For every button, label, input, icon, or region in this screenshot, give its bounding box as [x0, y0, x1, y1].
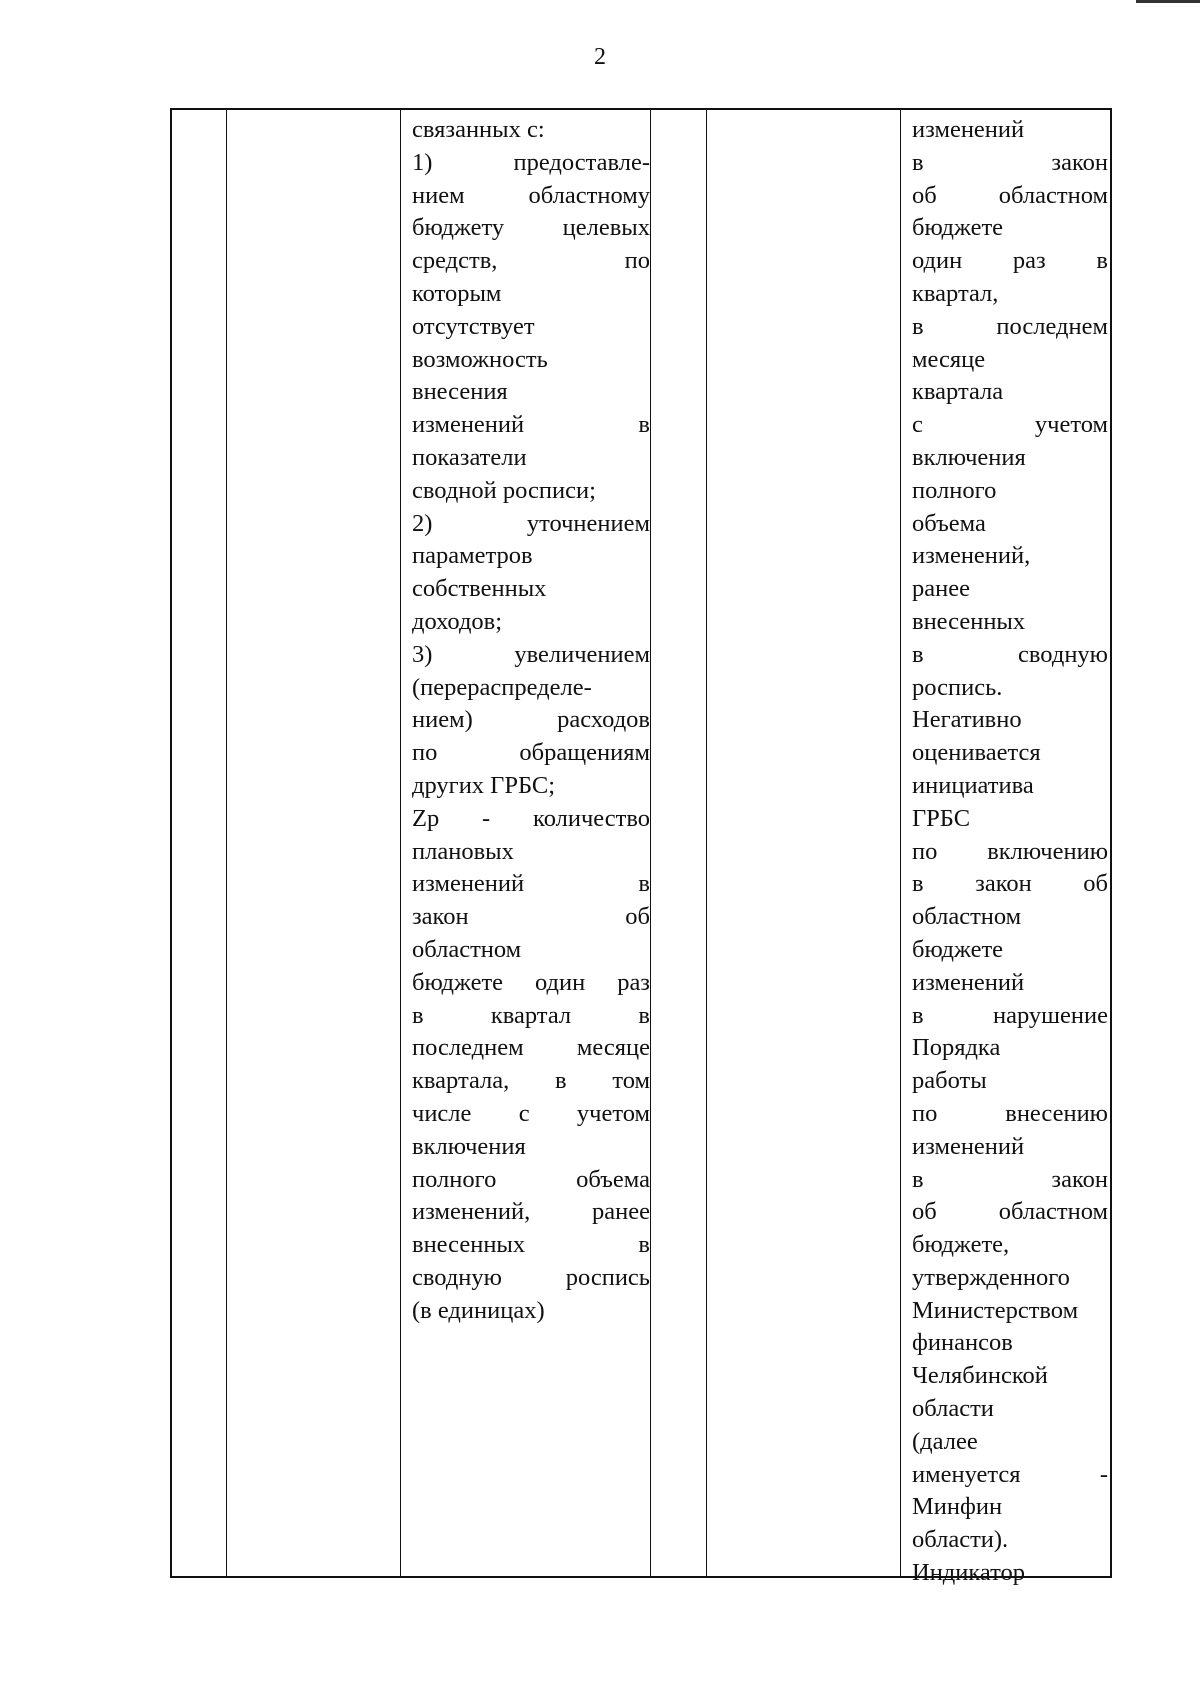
- text-line: утвержденного: [912, 1263, 1070, 1291]
- text-line: с учетом: [912, 411, 1108, 439]
- column-divider: [226, 110, 227, 1576]
- text-line: Челябинской: [912, 1362, 1048, 1390]
- text-line: показатели: [412, 443, 527, 471]
- column-divider: [400, 110, 401, 1576]
- text-line: ГРБС: [912, 804, 971, 832]
- text-line: 2) уточнением: [412, 509, 650, 537]
- text-line: изменений в: [412, 870, 650, 898]
- text-line: квартал,: [912, 279, 999, 307]
- text-line: закон об: [412, 903, 650, 931]
- page-number: 2: [594, 44, 606, 70]
- text-line: в последнем: [912, 312, 1108, 340]
- text-line: финансов: [912, 1329, 1013, 1357]
- text-line: полного: [912, 476, 997, 504]
- text-line: инициатива: [912, 771, 1034, 799]
- text-line: квартала: [912, 378, 1004, 406]
- text-line: доходов;: [412, 607, 503, 635]
- text-line: бюджету целевых: [412, 214, 650, 242]
- text-line: изменений: [912, 1132, 1025, 1160]
- text-line: изменений,: [912, 542, 1031, 570]
- text-line: бюджете один раз: [412, 968, 650, 996]
- column-divider: [900, 110, 901, 1576]
- text-line: области).: [912, 1526, 1009, 1554]
- column-divider: [650, 110, 651, 1576]
- text-line: плановых: [412, 837, 514, 865]
- text-line: Zр - количество: [412, 804, 650, 832]
- text-line: параметров: [412, 542, 533, 570]
- text-line: (перераспределе-: [412, 673, 592, 701]
- text-line: полного объема: [412, 1165, 650, 1193]
- text-line: нием) расходов: [412, 706, 650, 734]
- text-line: нием областному: [412, 181, 650, 209]
- text-line: 1) предоставле-: [412, 148, 650, 176]
- text-line: в квартал в: [412, 1001, 650, 1029]
- text-line: внесения: [412, 378, 508, 406]
- text-line: об областном: [912, 181, 1108, 209]
- text-line: по обращениям: [412, 739, 650, 767]
- text-line: внесенных: [912, 607, 1026, 635]
- text-line: в закон: [912, 148, 1108, 176]
- text-line: роспись.: [912, 673, 1003, 701]
- text-line: области: [912, 1395, 994, 1423]
- scan-edge-mark: [1136, 0, 1200, 3]
- text-line: объема: [912, 509, 986, 537]
- text-line: сводной росписи;: [412, 476, 596, 504]
- text-line: в нарушение: [912, 1001, 1108, 1029]
- text-line: (в единицах): [412, 1296, 545, 1324]
- text-line: бюджете,: [912, 1231, 1010, 1259]
- text-line: Минфин: [912, 1493, 1003, 1521]
- text-line: собственных: [412, 575, 547, 603]
- text-line: последнем месяце: [412, 1034, 650, 1062]
- text-line: квартала, в том: [412, 1067, 650, 1095]
- text-line: отсутствует: [412, 312, 535, 340]
- text-line: бюджете: [912, 214, 1004, 242]
- text-line: включения: [412, 1132, 526, 1160]
- text-line: изменений в: [412, 411, 650, 439]
- text-line: Порядка: [912, 1034, 1001, 1062]
- text-line: областном: [912, 903, 1022, 931]
- text-line: в закон: [912, 1165, 1108, 1193]
- text-line: об областном: [912, 1198, 1108, 1226]
- text-line: в сводную: [912, 640, 1108, 668]
- text-line: по включению: [912, 837, 1108, 865]
- text-line: работы: [912, 1067, 987, 1095]
- text-line: которым: [412, 279, 502, 307]
- text-line: изменений, ранее: [412, 1198, 650, 1226]
- text-line: месяце: [912, 345, 986, 373]
- text-line: бюджете: [912, 935, 1004, 963]
- text-line: изменений: [912, 968, 1025, 996]
- text-line: Министерством: [912, 1296, 1079, 1324]
- text-line: областном: [412, 935, 522, 963]
- text-line: сводную роспись: [412, 1263, 650, 1291]
- text-line: числе с учетом: [412, 1099, 650, 1127]
- text-line: в закон об: [912, 870, 1108, 898]
- text-line: 3) увеличением: [412, 640, 650, 668]
- text-line: оценивается: [912, 739, 1041, 767]
- text-line: других ГРБС;: [412, 771, 556, 799]
- text-line: (далее: [912, 1427, 978, 1455]
- text-line: средств, по: [412, 247, 650, 275]
- text-line: связанных с:: [412, 116, 545, 143]
- text-line: Негативно: [912, 706, 1022, 734]
- text-line: ранее: [912, 575, 970, 603]
- text-line: включения: [912, 443, 1026, 471]
- text-line: по внесению: [912, 1099, 1108, 1127]
- text-line: именуется -: [912, 1460, 1108, 1488]
- column-divider: [706, 110, 707, 1576]
- text-line: один раз в: [912, 247, 1108, 275]
- text-line: изменений: [912, 116, 1025, 143]
- column-assessment-comment: [912, 114, 1108, 1590]
- indicator-table: [170, 108, 1112, 1587]
- text-line: возможность: [412, 345, 548, 373]
- text-line: внесенных в: [412, 1231, 650, 1259]
- text-line: Индикатор: [912, 1559, 1026, 1587]
- column-calculation-description: [412, 114, 650, 1327]
